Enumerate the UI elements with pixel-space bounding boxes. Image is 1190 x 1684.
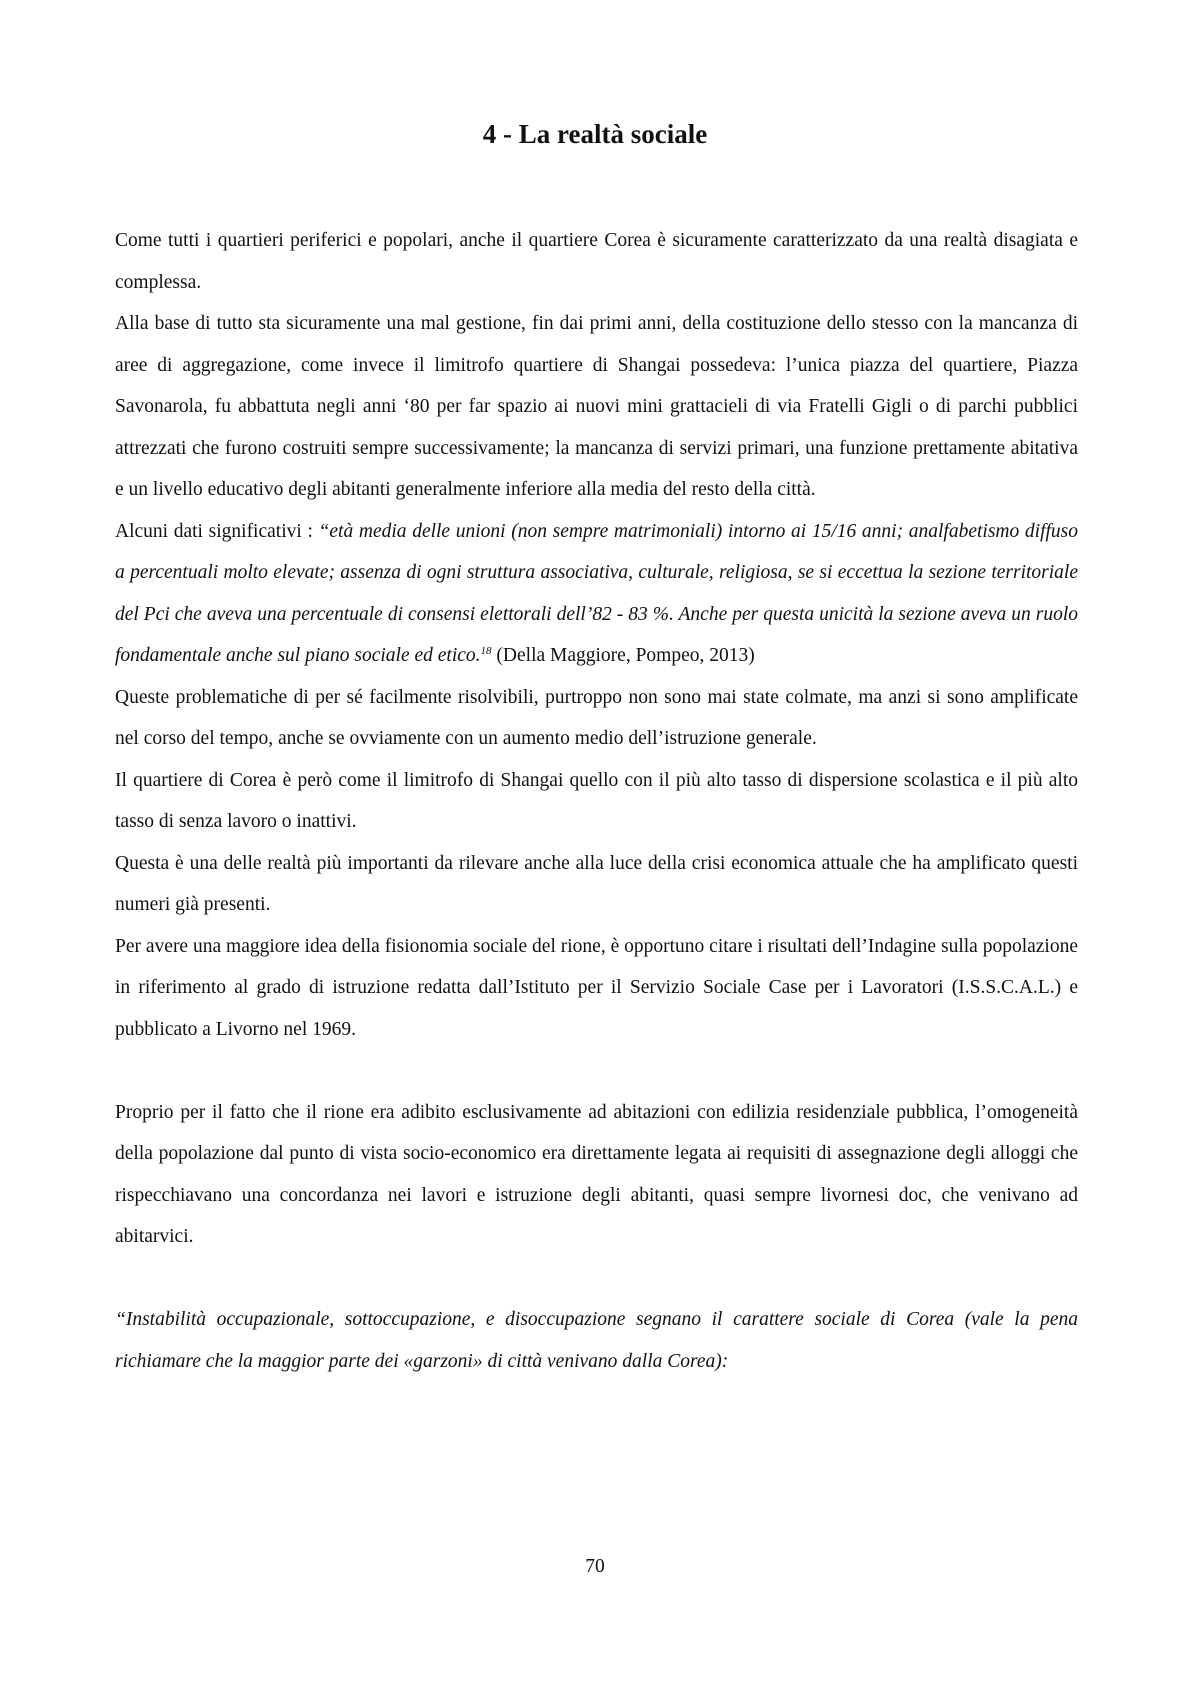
quote-text: “età media delle unioni (non sempre matrimoniali) intorno ai 15/16 anni; analfabetismo diffuso a percentuali molto elevate; assenza di ogni struttura associativa, culturale, religiosa, se si eccettua la sezione territoriale del Pci che aveva una percentuale di consensi elettorali dell’82 - 83 %. Anche per questa unicità la sezione aveva un ruolo fondamentale anche sul piano sociale ed etico. [115,520,1078,666]
paragraph-intro: Come tutti i quartieri periferici e popolari, anche il quartiere Corea è sicuramente caratterizzato da una realtà disagiata e complessa. [115,230,1078,293]
paragraph-survey: Per avere una maggiore idea della fisionomia sociale del rione, è opportuno citare i risultati dell’Indagine sulla popolazione in riferimento al grado di istruzione redatta dall’Istituto per il Servizio Sociale Case per i Lavoratori (I.S.S.C.A.L.) e pubblicato a Livorno nel 1969. [115,935,1078,1040]
paragraph-data-quote [115,511,1078,677]
paragraph-dispersion: Il quartiere di Corea è però come il limitrofo di Shangai quello con il più alto tasso di dispersione scolastica e il più alto tasso di senza lavoro o inattivi. [115,769,1078,832]
paragraph-closing-quote: “Instabilità occupazionale, sottoccupazione, e disoccupazione segnano il carattere sociale di Corea (vale la pena richiamare che la maggior parte dei «garzoni» di città venivano dalla Corea): [115,1309,1078,1372]
footnote-marker: 18 [480,645,492,657]
chapter-title: 4 - La realtà sociale [482,119,708,149]
citation: (Della Maggiore, Pompeo, 2013) [491,645,755,666]
body-text [115,220,1078,1382]
paragraph-homogeneity: Proprio per il fatto che il rione era adibito esclusivamente ad abitazioni con edilizia residenziale pubblica, l’omogeneità della popolazione dal punto di vista socio-economico era direttamente legata ai requisiti di assegnazione degli alloggi che rispecchiavano una concordanza nei lavori e istruzione degli abitanti, quasi sempre livornesi doc, che venivano ad abitarvici. [115,1101,1078,1247]
paragraph-problems: Queste problematiche di per sé facilmente risolvibili, purtroppo non sono mai state colmate, ma anzi si sono amplificate nel corso del tempo, anche se ovviamente con un aumento medio dell’istruzione generale. [115,686,1078,749]
page-number: 70 [585,1556,605,1577]
quote-lead: Alcuni dati significativi : [115,520,319,542]
paragraph-background: Alla base di tutto sta sicuramente una mal gestione, fin dai primi anni, della costituzione dello stesso con la mancanza di aree di aggregazione, come invece il limitrofo quartiere di Shangai possedeva: l’unica piazza del quartiere, Piazza Savonarola, fu abbattuta negli anni ‘80 per far spazio ai nuovi mini grattacieli di via Fratelli Gigli o di parchi pubblici attrezzati che furono costruiti sempre successivamente; la mancanza di servizi primari, una funzione prettamente abitativa e un livello educativo degli abitanti generalmente inferiore alla media del resto della città. [115,313,1078,500]
paragraph-crisis: Questa è una delle realtà più importanti da rilevare anche alla luce della crisi economica attuale che ha amplificato questi numeri già presenti. [115,852,1078,915]
